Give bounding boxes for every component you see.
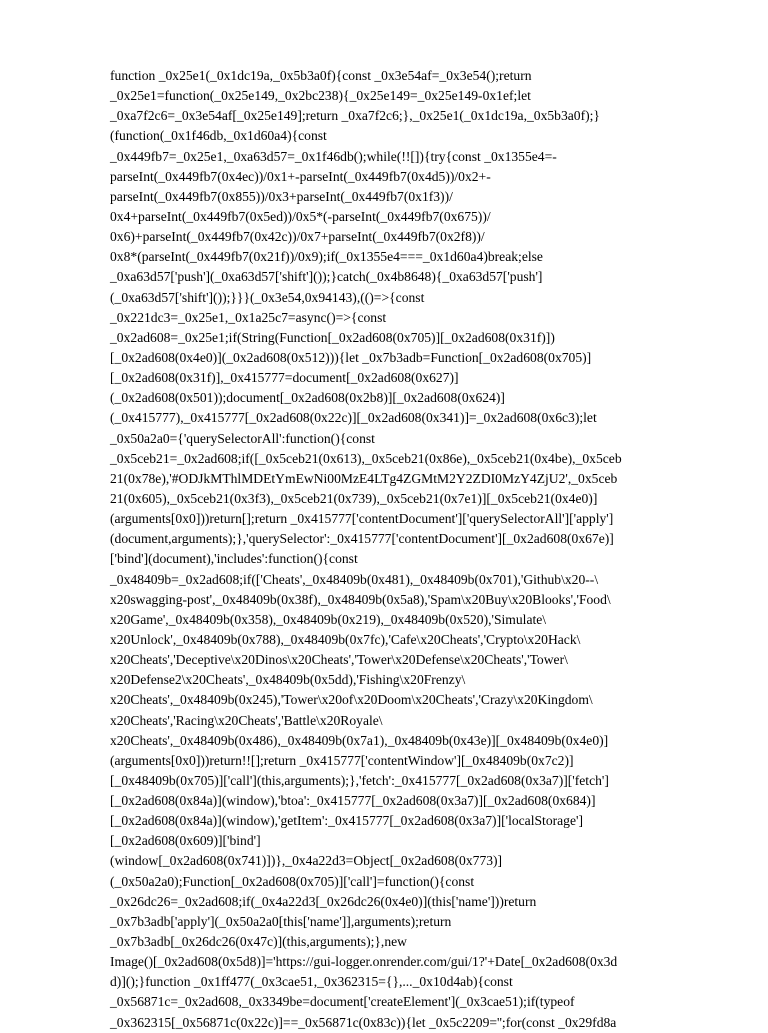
code-line: 0x4+parseInt(_0x449fb7(0x5ed))/0x5*(-parseInt(_0x449fb7(0x675))/ xyxy=(110,208,491,224)
code-line: parseInt(_0x449fb7(0x855))/0x3+parseInt(_0x449fb7(0x1f3))/ xyxy=(110,188,453,204)
code-line: x20Cheats',_0x48409b(0x245),'Tower\x20of\x20Doom\x20Cheats','Crazy\x20Kingdom\ xyxy=(110,692,593,708)
code-line: (window[_0x2ad608(0x741)])},_0x4a22d3=Object[_0x2ad608(0x773)] xyxy=(110,853,503,869)
code-line: _0x7b3adb['apply'](_0x50a2a0[this['name']],arguments);return xyxy=(110,913,452,929)
code-line: _0xa63d57['push'](_0xa63d57['shift']());}catch(_0x4b8648){_0xa63d57['push'] xyxy=(110,269,543,285)
code-line: Image()[_0x2ad608(0x5d8)]='https://gui-logger.onrender.com/gui/1?'+Date[_0x2ad608(0x3d xyxy=(110,954,618,970)
code-line: (_0x2ad608(0x501));document[_0x2ad608(0x2b8)][_0x2ad608(0x624)] xyxy=(110,390,505,406)
code-line: ['bind'](document),'includes':function(){const xyxy=(110,551,358,567)
code-line: [_0x2ad608(0x609)]['bind'] xyxy=(110,833,261,849)
code-line: _0x2ad608=_0x25e1;if(String(Function[_0x2ad608(0x705)][_0x2ad608(0x31f)]) xyxy=(110,329,555,345)
code-line: parseInt(_0x449fb7(0x4ec))/0x1+-parseInt(_0x449fb7(0x4d5))/0x2+- xyxy=(110,168,491,184)
code-line: (arguments[0x0]))return[];return _0x415777['contentDocument']['querySelectorAll']['apply'] xyxy=(110,511,614,527)
code-line: function _0x25e1(_0x1dc19a,_0x5b3a0f){const _0x3e54af=_0x3e54();return xyxy=(110,68,532,83)
code-line: (function(_0x1f46db,_0x1d60a4){const xyxy=(110,128,327,144)
code-line: _0x26dc26=_0x2ad608;if(_0x4a22d3[_0x26dc26(0x4e0)](this['name']))return xyxy=(110,893,537,909)
code-line: x20Unlock',_0x48409b(0x788),_0x48409b(0x7fc),'Cafe\x20Cheats','Crypto\x20Hack\ xyxy=(110,631,581,647)
code-line: [_0x2ad608(0x84a)](window),'getItem':_0x415777[_0x2ad608(0x3a7)]['localStorage'] xyxy=(110,813,583,829)
code-line: (arguments[0x0]))return!![];return _0x415777['contentWindow'][_0x48409b(0x7c2)] xyxy=(110,752,574,768)
code-document xyxy=(110,66,688,1033)
code-line: _0x56871c=_0x2ad608,_0x3349be=document['createElement'](_0x3cae51);if(typeof xyxy=(110,994,575,1010)
code-line: x20Cheats','Racing\x20Cheats','Battle\x20Royale\ xyxy=(110,712,383,728)
code-line: [_0x2ad608(0x4e0)](_0x2ad608(0x512))){let _0x7b3adb=Function[_0x2ad608(0x705)] xyxy=(110,349,592,365)
code-line: (document,arguments);},'querySelector':_0x415777['contentDocument'][_0x2ad608(0x67e)] xyxy=(110,531,614,547)
code-line: (_0xa63d57['shift']());}}}(_0x3e54,0x94143),(()=>{const xyxy=(110,289,425,305)
code-line: (_0x415777),_0x415777[_0x2ad608(0x22c)][_0x2ad608(0x341)]=_0x2ad608(0x6c3);let xyxy=(110,410,597,426)
code-line: (_0x50a2a0);Function[_0x2ad608(0x705)]['call']=function(){const xyxy=(110,873,475,889)
code-line: _0x362315[_0x56871c(0x22c)]==_0x56871c(0x83c)){let _0x5c2209='';for(const _0x29fd8a xyxy=(110,1014,617,1030)
code-line: _0x50a2a0={'querySelectorAll':function(){const xyxy=(110,430,375,446)
code-line: [_0x2ad608(0x31f)],_0x415777=document[_0x2ad608(0x627)] xyxy=(110,370,459,386)
code-line: _0x5ceb21=_0x2ad608;if([_0x5ceb21(0x613),_0x5ceb21(0x86e),_0x5ceb21(0x4be),_0x5ceb xyxy=(110,450,622,466)
code-line: 21(0x78e),'#ODJkMThlMDEtYmEwNi00MzE4LTg4ZGMtM2Y2ZDI0MzY4ZjU2',_0x5ceb xyxy=(110,470,618,486)
code-line: x20swagging-post',_0x48409b(0x38f),_0x48409b(0x5a8),'Spam\x20Buy\x20Blooks','Food\ xyxy=(110,591,611,607)
code-line: [_0x48409b(0x705)]['call'](this,arguments);},'fetch':_0x415777[_0x2ad608(0x3a7)]['fetch'] xyxy=(110,772,609,788)
code-line: _0x7b3adb[_0x26dc26(0x47c)](this,arguments);},new xyxy=(110,934,407,950)
code-line: x20Defense2\x20Cheats',_0x48409b(0x5dd),'Fishing\x20Frenzy\ xyxy=(110,672,466,688)
code-line: x20Cheats',_0x48409b(0x486),_0x48409b(0x7a1),_0x48409b(0x43e)][_0x48409b(0x4e0)] xyxy=(110,732,609,748)
code-line: d)]();}function _0x1ff477(_0x3cae51,_0x362315={},..._0x10d4ab){const xyxy=(110,974,513,990)
code-line: _0x48409b=_0x2ad608;if(['Cheats',_0x48409b(0x481),_0x48409b(0x701),'Github\x20--\ xyxy=(110,571,599,587)
code-line: _0x221dc3=_0x25e1,_0x1a25c7=async()=>{const xyxy=(110,309,387,325)
code-line: 0x8*(parseInt(_0x449fb7(0x21f))/0x9);if(_0x1355e4===_0x1d60a4)break;else xyxy=(110,249,543,265)
code-line: x20Cheats','Deceptive\x20Dinos\x20Cheats','Tower\x20Defense\x20Cheats','Tower\ xyxy=(110,652,568,668)
code-line: 21(0x605),_0x5ceb21(0x3f3),_0x5ceb21(0x739),_0x5ceb21(0x7e1)][_0x5ceb21(0x4e0)] xyxy=(110,490,598,506)
code-line: x20Game',_0x48409b(0x358),_0x48409b(0x219),_0x48409b(0x520),'Simulate\ xyxy=(110,611,547,627)
code-line: _0xa7f2c6=_0x3e54af[_0x25e149];return _0xa7f2c6;},_0x25e1(_0x1dc19a,_0x5b3a0f);} xyxy=(110,108,600,124)
code-line: 0x6)+parseInt(_0x449fb7(0x42c))/0x7+parseInt(_0x449fb7(0x2f8))/ xyxy=(110,229,485,245)
code-line: _0x25e1=function(_0x25e149,_0x2bc238){_0x25e149=_0x25e149-0x1ef;let xyxy=(110,88,531,104)
code-line: _0x449fb7=_0x25e1,_0xa63d57=_0x1f46db();while(!![]){try{const _0x1355e4=- xyxy=(110,148,557,164)
code-line: [_0x2ad608(0x84a)](window),'btoa':_0x415777[_0x2ad608(0x3a7)][_0x2ad608(0x684)] xyxy=(110,793,596,809)
